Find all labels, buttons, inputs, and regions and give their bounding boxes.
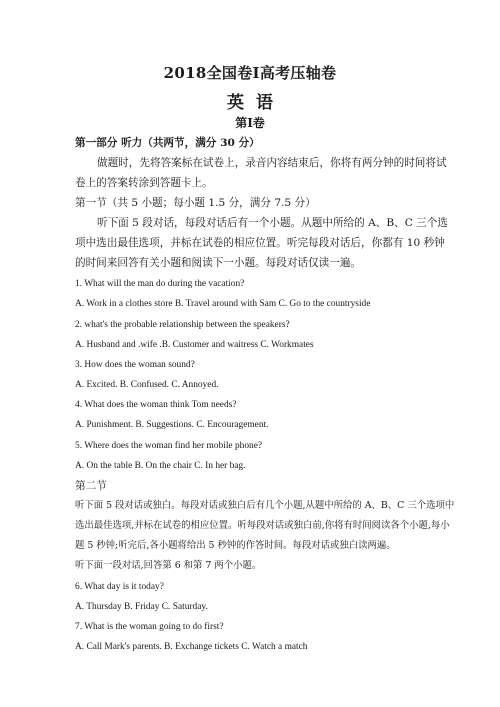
volume-label: 第Ⅰ卷: [235, 116, 265, 130]
question-7-options: A. Call Mark's parents. B. Exchange tickets C. Watch a match: [75, 642, 308, 652]
question-3-options: A. Excited. B. Confused. C. Annoyed.: [75, 380, 219, 390]
question-5: 5. Where does the woman find her mobile phone?: [75, 441, 263, 451]
question-6-options: A. Thursday B. Friday C. Saturday.: [75, 602, 208, 612]
section2-group-instruction: 听下面一段对话,回答第 6 和第 7 两个小题。: [75, 560, 262, 571]
part1-intro-line-2: 卷上的答案转涂到答题卡上。: [75, 177, 213, 189]
section1-instruction-line-1: 听下面 5 段对话，每段对话后有一个小题。从题中所给的 A、B、C 三个选: [97, 217, 448, 229]
section1-instruction-line-3: 的时间来回答有关小题和阅读下一小题。每段对话仅读一遍。: [75, 257, 362, 269]
question-4: 4. What does the woman think Tom needs?: [75, 400, 237, 410]
section1-instruction-line-2: 项中选出最佳选项，并标在试卷的相应位置。听完每段对话后，你都有 10 秒钟: [75, 237, 445, 249]
section2-heading: 第二节: [75, 480, 107, 492]
section2-instruction-line-1: 听下面 5 段对话或独白。每段对话或独白后有几个小题,从题中所给的 A、B、C 三个选项中: [75, 500, 455, 511]
section2-instruction-line-2: 选出最佳选项,并标在试卷的相应位置。听每段对话或独白前,你将有时间阅读各个小题,每小: [75, 520, 450, 531]
section2-instruction-line-3: 题 5 秒钟;听完后,各小题将给出 5 秒钟的作答时间。每段对话或独白读两遍。: [75, 540, 396, 551]
question-6: 6. What day is it today?: [75, 582, 164, 592]
part1-heading: 第一部分 听力（共两节，满分 30 分）: [75, 137, 260, 149]
question-4-options: A. Punishment. B. Suggestions. C. Encouragement.: [75, 420, 269, 430]
exam-title: 2018全国卷Ⅰ高考压轴卷: [163, 64, 337, 82]
question-3: 3. How does the woman sound?: [75, 360, 195, 370]
question-2-options: A. Husband and .wife .B. Customer and waitress C. Workmates: [75, 340, 314, 350]
question-2: 2. what's the probable relationship between the speakers?: [75, 320, 290, 330]
question-7: 7. What is the woman going to do first?: [75, 622, 224, 632]
section1-heading: 第一节（共 5 小题；每小题 1.5 分，满分 7.5 分）: [75, 197, 316, 209]
exam-subject: 英语: [227, 93, 285, 113]
question-5-options: A. On the table B. On the chair C. In her bag.: [75, 461, 246, 471]
question-1: 1. What will the man do during the vacation?: [75, 279, 245, 289]
part1-intro-line-1: 做题时，先将答案标在试卷上，录音内容结束后，你将有两分钟的时间将试: [97, 157, 447, 169]
question-1-options: A. Work in a clothes store B. Travel around with Sam C. Go to the countryside: [75, 299, 371, 309]
